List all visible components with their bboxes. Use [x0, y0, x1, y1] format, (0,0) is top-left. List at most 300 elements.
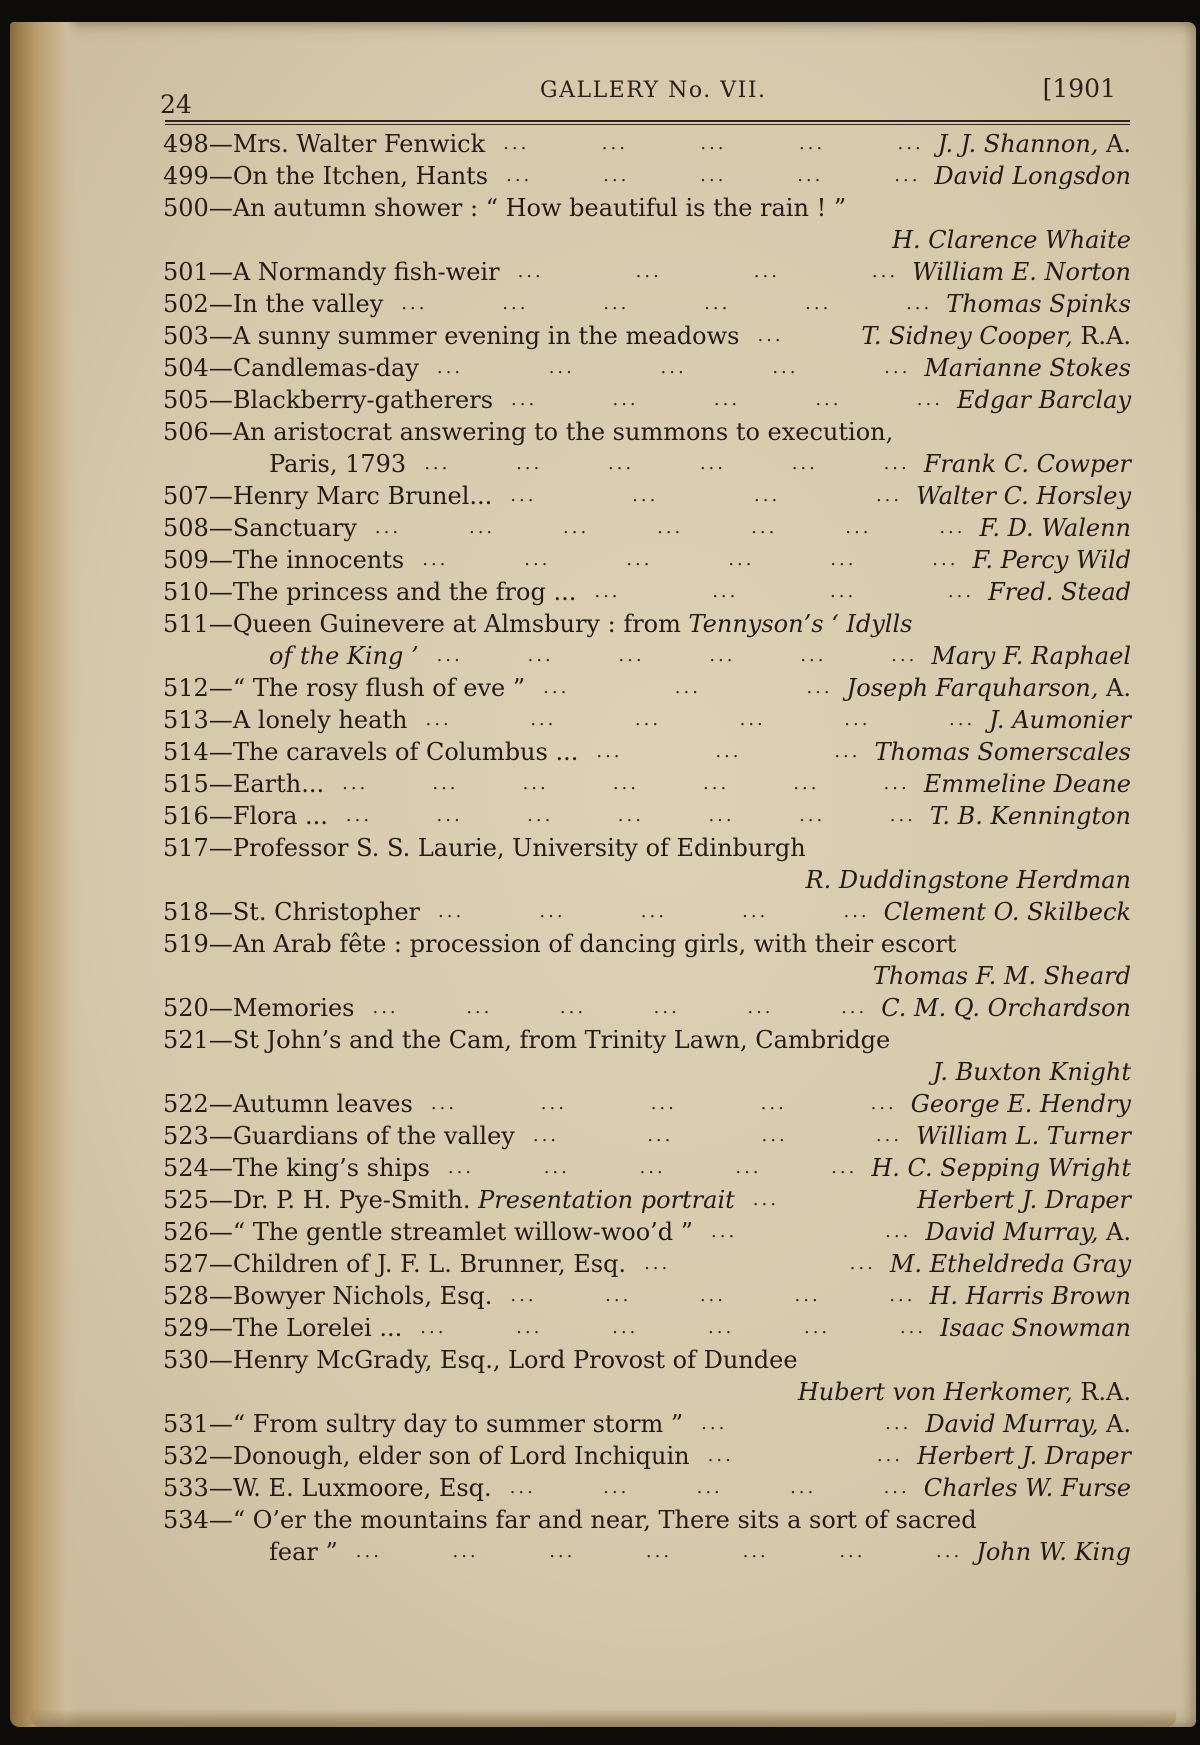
artist-name — [930, 800, 1131, 832]
entry-title: Guardians of the valley — [232, 1122, 515, 1150]
entry-line — [163, 288, 1131, 320]
catalog-entry — [163, 1408, 1131, 1440]
entry-title: A lonely heath — [232, 706, 408, 734]
entry-number: 501 — [163, 258, 209, 286]
artist-name — [916, 480, 1131, 512]
entry-line — [163, 800, 1131, 832]
entry-dash: — — [208, 418, 233, 446]
artist-text: George E. Hendry — [910, 1090, 1131, 1118]
page-header — [150, 70, 1130, 120]
catalog-entry — [163, 704, 1131, 736]
artist-name — [924, 448, 1131, 480]
entry-line — [163, 1472, 1131, 1504]
entry-title: Children of J. F. L. Brunner, Esq. — [232, 1250, 627, 1278]
entry-number: 531 — [163, 1410, 209, 1438]
artist-line — [163, 1376, 1131, 1408]
dot-leader: ... ... ... ... ... ... — [425, 709, 976, 730]
dot-leader: ... ... ... ... — [517, 261, 899, 282]
artist-text: John W. King — [976, 1538, 1131, 1566]
entry-dash: — — [208, 322, 233, 350]
entry-dash: — — [208, 1122, 233, 1150]
artist-text: Thomas Somerscales — [874, 738, 1131, 766]
entry-dash: — — [208, 130, 233, 158]
catalog-entry — [163, 512, 1131, 544]
artist-name — [931, 640, 1131, 672]
entry-line — [163, 832, 1131, 864]
dot-leader: ... ... ... ... ... ... ... — [345, 805, 916, 826]
entry-line — [163, 768, 1131, 800]
catalog-entry — [163, 1216, 1131, 1248]
artist-text: Emmeline Deane — [923, 770, 1131, 798]
entry-dash: — — [208, 770, 233, 798]
entry-dash: — — [208, 194, 233, 222]
artist-name — [924, 1472, 1131, 1504]
entry-title: On the Itchen, Hants — [232, 162, 489, 190]
artist-name — [925, 1408, 1131, 1440]
entry-line — [163, 416, 1131, 448]
entry-dash: — — [208, 1154, 233, 1182]
artist-line — [163, 1056, 1131, 1088]
catalog-entry — [163, 672, 1131, 704]
entry-number: 530 — [163, 1346, 209, 1374]
entry-dash: — — [208, 1218, 233, 1246]
entry-number: 507 — [163, 482, 209, 510]
entry-title: Autumn leaves — [232, 1090, 413, 1118]
entry-line — [163, 704, 1131, 736]
artist-name — [934, 160, 1131, 192]
artist-name — [917, 1184, 1131, 1216]
artist-rank: R.A. — [1072, 322, 1131, 350]
entry-line — [163, 1408, 1131, 1440]
artist-name — [912, 256, 1131, 288]
artist-name — [957, 384, 1131, 416]
entry-dash: — — [208, 1026, 233, 1054]
artist-name — [976, 1536, 1131, 1568]
entry-title: The princess and the frog ... — [232, 578, 577, 606]
artist-text: Joseph Farquharson, — [846, 674, 1099, 702]
artist-line — [163, 864, 1131, 896]
dot-leader: ... ... ... ... ... — [511, 389, 943, 410]
artist-line — [163, 960, 1131, 992]
artist-text: David Longsdon — [934, 162, 1131, 190]
entry-number: 519 — [163, 930, 209, 958]
catalog-entry — [163, 832, 1131, 896]
dot-leader: ... ... ... ... ... — [438, 901, 870, 922]
entry-dash: — — [208, 514, 233, 542]
catalog-entry — [163, 608, 1131, 672]
header-rule-thin — [165, 124, 1130, 125]
artist-name — [989, 704, 1131, 736]
catalog-entry — [163, 768, 1131, 800]
dot-leader: ... ... — [711, 1221, 912, 1242]
entry-number: 529 — [163, 1314, 209, 1342]
dot-leader: ... ... ... ... ... ... — [422, 549, 959, 570]
catalog-entry — [163, 128, 1131, 160]
dot-leader: ... ... — [644, 1253, 876, 1274]
entry-dash: — — [208, 1282, 233, 1310]
catalog-entry — [163, 736, 1131, 768]
entry-title-continued: Paris, 1793 — [269, 450, 407, 478]
entry-title: A Normandy fish-weir — [232, 258, 500, 286]
catalog-entry — [163, 384, 1131, 416]
entry-dash: — — [208, 482, 233, 510]
catalog-entry — [163, 1280, 1131, 1312]
dot-leader: ... ... ... ... ... ... — [436, 645, 918, 666]
entry-number: 524 — [163, 1154, 209, 1182]
entry-number: 516 — [163, 802, 209, 830]
entry-dash: — — [208, 1506, 233, 1534]
entry-title: Mrs. Walter Fenwick — [232, 130, 486, 158]
catalog-entry — [163, 800, 1131, 832]
entry-line — [163, 256, 1131, 288]
artist-name — [884, 896, 1131, 928]
dot-leader: ... — [752, 1189, 779, 1210]
catalog-entry — [163, 1024, 1131, 1088]
header-rule — [165, 120, 1130, 122]
artist-text: Charles W. Furse — [923, 1474, 1131, 1502]
dot-leader: ... ... ... — [543, 677, 833, 698]
artist-text: H. C. Sepping Wright — [871, 1154, 1131, 1182]
entry-number: 527 — [163, 1250, 209, 1278]
entry-dash: — — [208, 546, 233, 574]
entry-number: 509 — [163, 546, 209, 574]
artist-rank: R.A. — [1072, 1378, 1131, 1406]
artist-name — [861, 320, 1131, 352]
gallery-title: GALLERY No. VII. — [540, 78, 767, 103]
catalog-entry — [163, 1472, 1131, 1504]
entry-dash: — — [208, 898, 233, 926]
entry-dash: — — [208, 802, 233, 830]
entry-line — [163, 1440, 1131, 1472]
entry-number: 499 — [163, 162, 209, 190]
artist-rank: A. — [1098, 1218, 1131, 1246]
entry-title: Bowyer Nichols, Esq. — [232, 1282, 493, 1310]
entry-line — [163, 1312, 1131, 1344]
entry-number: 528 — [163, 1282, 209, 1310]
entry-number: 511 — [163, 610, 209, 638]
entry-title: “ From sultry day to summer storm ” — [232, 1410, 684, 1438]
entry-line-continued — [163, 1536, 1131, 1568]
entry-title: In the valley — [232, 290, 384, 318]
dot-leader: ... ... ... ... ... — [506, 165, 921, 186]
dot-leader: ... ... ... ... ... ... — [424, 453, 910, 474]
artist-text: William E. Norton — [912, 258, 1131, 286]
artist-name — [874, 736, 1131, 768]
entry-number: 512 — [163, 674, 209, 702]
entry-line — [163, 1120, 1131, 1152]
catalog-entry — [163, 1184, 1131, 1216]
dot-leader: ... ... — [707, 1445, 903, 1466]
artist-name — [924, 352, 1131, 384]
artist-text: Hubert von Herkomer, — [797, 1378, 1073, 1406]
artist-rank: A. — [1098, 130, 1131, 158]
artist-text: H. Clarence Whaite — [892, 226, 1131, 254]
year: [1901 — [1042, 74, 1116, 103]
entry-dash: — — [208, 834, 233, 862]
entry-line — [163, 1216, 1131, 1248]
entry-line — [163, 1344, 1131, 1376]
artist-line — [163, 224, 1131, 256]
dot-leader: ... ... ... ... ... — [503, 133, 924, 154]
artist-rank: A. — [1098, 1410, 1131, 1438]
entry-line — [163, 896, 1131, 928]
artist-text: Walter C. Horsley — [916, 482, 1131, 510]
dot-leader: ... ... ... ... ... ... ... — [355, 1541, 963, 1562]
entry-title: Donough, elder son of Lord Inchiquin — [232, 1442, 690, 1470]
artist-rank: A. — [1098, 674, 1131, 702]
artist-text: Fred. Stead — [988, 578, 1131, 606]
entry-number: 521 — [163, 1026, 209, 1054]
catalog-entry — [163, 1088, 1131, 1120]
entry-number: 506 — [163, 418, 209, 446]
entry-number: 522 — [163, 1090, 209, 1118]
artist-name — [916, 1120, 1131, 1152]
entry-title: “ The gentle streamlet willow-woo’d ” — [232, 1218, 694, 1246]
artist-name — [881, 992, 1131, 1024]
entry-line — [163, 1088, 1131, 1120]
entry-number: 532 — [163, 1442, 209, 1470]
entry-line — [163, 992, 1131, 1024]
entry-dash: — — [208, 610, 233, 638]
entry-line — [163, 544, 1131, 576]
artist-text: J. Buxton Knight — [932, 1058, 1131, 1086]
entry-line — [163, 1248, 1131, 1280]
catalog-entry — [163, 576, 1131, 608]
entry-number: 515 — [163, 770, 209, 798]
artist-name — [972, 544, 1131, 576]
entry-line — [163, 512, 1131, 544]
entry-title-italic: Presentation portrait — [470, 1186, 735, 1214]
entry-number: 505 — [163, 386, 209, 414]
entry-dash: — — [208, 1410, 233, 1438]
entry-title: Queen Guinevere at Almsbury : from — [232, 610, 681, 638]
entry-dash: — — [208, 258, 233, 286]
dot-leader: ... ... ... ... ... — [447, 1157, 858, 1178]
entry-title: Flora ... — [232, 802, 328, 830]
entry-title: Professor S. S. Laurie, University of Edinburgh — [232, 834, 806, 862]
artist-text: R. Duddingstone Herdman — [805, 866, 1131, 894]
artist-text: Frank C. Cowper — [923, 450, 1131, 478]
entry-title: Sanctuary — [232, 514, 357, 542]
artist-text: William L. Turner — [916, 1122, 1131, 1150]
entry-number: 520 — [163, 994, 209, 1022]
artist-text: J. Aumonier — [989, 706, 1131, 734]
catalog-entry — [163, 992, 1131, 1024]
catalog-entry — [163, 256, 1131, 288]
entry-title-continued: fear ” — [269, 1538, 338, 1566]
dot-leader: ... ... ... ... ... — [430, 1093, 897, 1114]
entry-line — [163, 160, 1131, 192]
dot-leader: ... ... ... ... — [532, 1125, 903, 1146]
entry-line — [163, 352, 1131, 384]
entry-title: “ O’er the mountains far and near, There sits a sort of sacred — [232, 1506, 977, 1534]
catalog-entry — [163, 1312, 1131, 1344]
catalog-entry — [163, 1152, 1131, 1184]
entry-title: The king’s ships — [232, 1154, 430, 1182]
dot-leader: ... ... ... ... ... ... — [420, 1317, 927, 1338]
entry-number: 504 — [163, 354, 209, 382]
entry-dash: — — [208, 162, 233, 190]
entry-line — [163, 672, 1131, 704]
entry-dash: — — [208, 386, 233, 414]
entry-dash: — — [208, 994, 233, 1022]
artist-text: H. Harris Brown — [929, 1282, 1131, 1310]
entry-dash: — — [208, 1250, 233, 1278]
artist-text: C. M. Q. Orchardson — [881, 994, 1131, 1022]
entry-line — [163, 608, 1131, 640]
entry-number: 510 — [163, 578, 209, 606]
entry-number: 502 — [163, 290, 209, 318]
entry-number: 498 — [163, 130, 209, 158]
catalog-entry — [163, 160, 1131, 192]
entry-number: 525 — [163, 1186, 209, 1214]
entry-line — [163, 1024, 1131, 1056]
entry-dash: — — [208, 930, 233, 958]
catalog-entry — [163, 544, 1131, 576]
entry-dash: — — [208, 706, 233, 734]
artist-text: J. J. Shannon, — [937, 130, 1099, 158]
entry-title: Memories — [232, 994, 355, 1022]
entry-line — [163, 1152, 1131, 1184]
dot-leader: ... ... ... ... — [510, 485, 903, 506]
artist-name — [925, 1216, 1131, 1248]
artist-name — [911, 1088, 1131, 1120]
entry-dash: — — [208, 1442, 233, 1470]
artist-name — [980, 512, 1132, 544]
entry-title: Dr. P. H. Pye-Smith. — [232, 1186, 471, 1214]
entry-title: A sunny summer evening in the meadows — [232, 322, 740, 350]
entry-title: Candlemas-day — [232, 354, 419, 382]
catalog-entry — [163, 288, 1131, 320]
artist-name — [890, 1248, 1131, 1280]
entry-title: Henry McGrady, Esq., Lord Provost of Dundee — [232, 1346, 798, 1374]
entry-line — [163, 192, 1131, 224]
entry-line — [163, 480, 1131, 512]
entry-number: 503 — [163, 322, 209, 350]
artist-text: Isaac Snowman — [940, 1314, 1131, 1342]
artist-name — [871, 1152, 1131, 1184]
entry-dash: — — [208, 1346, 233, 1374]
page-number: 24 — [160, 90, 192, 119]
entry-line — [163, 1504, 1131, 1536]
artist-name — [938, 128, 1131, 160]
entry-number: 533 — [163, 1474, 209, 1502]
entry-number: 517 — [163, 834, 209, 862]
entry-title: The innocents — [232, 546, 405, 574]
entry-title: “ The rosy flush of eve ” — [232, 674, 526, 702]
entry-number: 523 — [163, 1122, 209, 1150]
entry-line — [163, 736, 1131, 768]
entry-number: 508 — [163, 514, 209, 542]
artist-name — [946, 288, 1131, 320]
catalog-entry — [163, 480, 1131, 512]
book-gutter — [10, 22, 80, 1727]
entry-line — [163, 1280, 1131, 1312]
artist-text: M. Etheldreda Gray — [889, 1250, 1131, 1278]
entry-line-continued — [163, 448, 1131, 480]
dot-leader: ... ... ... ... ... ... ... — [342, 773, 910, 794]
entry-number: 526 — [163, 1218, 209, 1246]
dot-leader: ... ... ... ... ... ... — [372, 997, 868, 1018]
artist-text: Thomas Spinks — [946, 290, 1131, 318]
entry-title: St John’s and the Cam, from Trinity Lawn, Cambridge — [232, 1026, 891, 1054]
entry-title-continued: of the King ’ — [269, 642, 419, 670]
catalog-entry — [163, 192, 1131, 256]
artist-name — [917, 1440, 1131, 1472]
entry-dash: — — [208, 1314, 233, 1342]
entry-line — [163, 128, 1131, 160]
catalog-list — [163, 128, 1131, 1568]
catalog-entry — [163, 1440, 1131, 1472]
catalog-entry — [163, 896, 1131, 928]
dot-leader: ... — [757, 325, 784, 346]
entry-title-italic: Tennyson’s ‘ Idylls — [680, 610, 913, 638]
artist-name — [924, 768, 1131, 800]
entry-dash: — — [208, 738, 233, 766]
entry-title: St. Christopher — [232, 898, 421, 926]
entry-dash: — — [208, 1186, 233, 1214]
artist-text: Herbert J. Draper — [917, 1186, 1131, 1214]
dot-leader: ... ... ... ... ... ... ... — [374, 517, 966, 538]
artist-text: F. Percy Wild — [972, 546, 1131, 574]
artist-name — [847, 672, 1131, 704]
catalog-entry — [163, 1248, 1131, 1280]
entry-line — [163, 320, 1131, 352]
artist-text: Marianne Stokes — [924, 354, 1131, 382]
artist-text: F. D. Walenn — [979, 514, 1131, 542]
entry-title: An aristocrat answering to the summons to execution, — [232, 418, 894, 446]
artist-text: Thomas F. M. Sheard — [872, 962, 1131, 990]
artist-name — [940, 1312, 1131, 1344]
artist-text: David Murray, — [925, 1410, 1099, 1438]
artist-text: Herbert J. Draper — [917, 1442, 1131, 1470]
dot-leader: ... ... ... ... ... — [509, 1477, 910, 1498]
artist-text: T. B. Kennington — [929, 802, 1131, 830]
dot-leader: ... ... ... ... — [594, 581, 975, 602]
artist-name — [929, 1280, 1131, 1312]
dot-leader: ... ... ... ... ... — [436, 357, 911, 378]
entry-number: 514 — [163, 738, 209, 766]
entry-number: 518 — [163, 898, 209, 926]
entry-title: An autumn shower : “ How beautiful is the rain ! ” — [232, 194, 847, 222]
entry-dash: — — [208, 1090, 233, 1118]
entry-line-continued — [163, 640, 1131, 672]
entry-line — [163, 384, 1131, 416]
entry-title: Earth... — [232, 770, 325, 798]
entry-title: Blackberry-gatherers — [232, 386, 494, 414]
entry-number: 513 — [163, 706, 209, 734]
entry-line — [163, 928, 1131, 960]
entry-dash: — — [208, 354, 233, 382]
entry-title: Henry Marc Brunel... — [232, 482, 493, 510]
dot-leader: ... ... — [701, 1413, 912, 1434]
artist-text: Edgar Barclay — [956, 386, 1131, 414]
catalog-entry — [163, 320, 1131, 352]
artist-text: T. Sidney Cooper, — [861, 322, 1073, 350]
catalog-entry — [163, 352, 1131, 384]
entry-dash: — — [208, 290, 233, 318]
catalog-entry — [163, 416, 1131, 480]
entry-title: The Lorelei ... — [232, 1314, 403, 1342]
catalog-entry — [163, 1120, 1131, 1152]
entry-title: An Arab fête : procession of dancing girls, with their escort — [232, 930, 957, 958]
entry-title: The caravels of Columbus ... — [232, 738, 579, 766]
artist-text: Clement O. Skilbeck — [883, 898, 1131, 926]
page-bottom-edge — [30, 1709, 1176, 1727]
entry-dash: — — [208, 674, 233, 702]
artist-text: Mary F. Raphael — [931, 642, 1131, 670]
artist-name — [988, 576, 1131, 608]
